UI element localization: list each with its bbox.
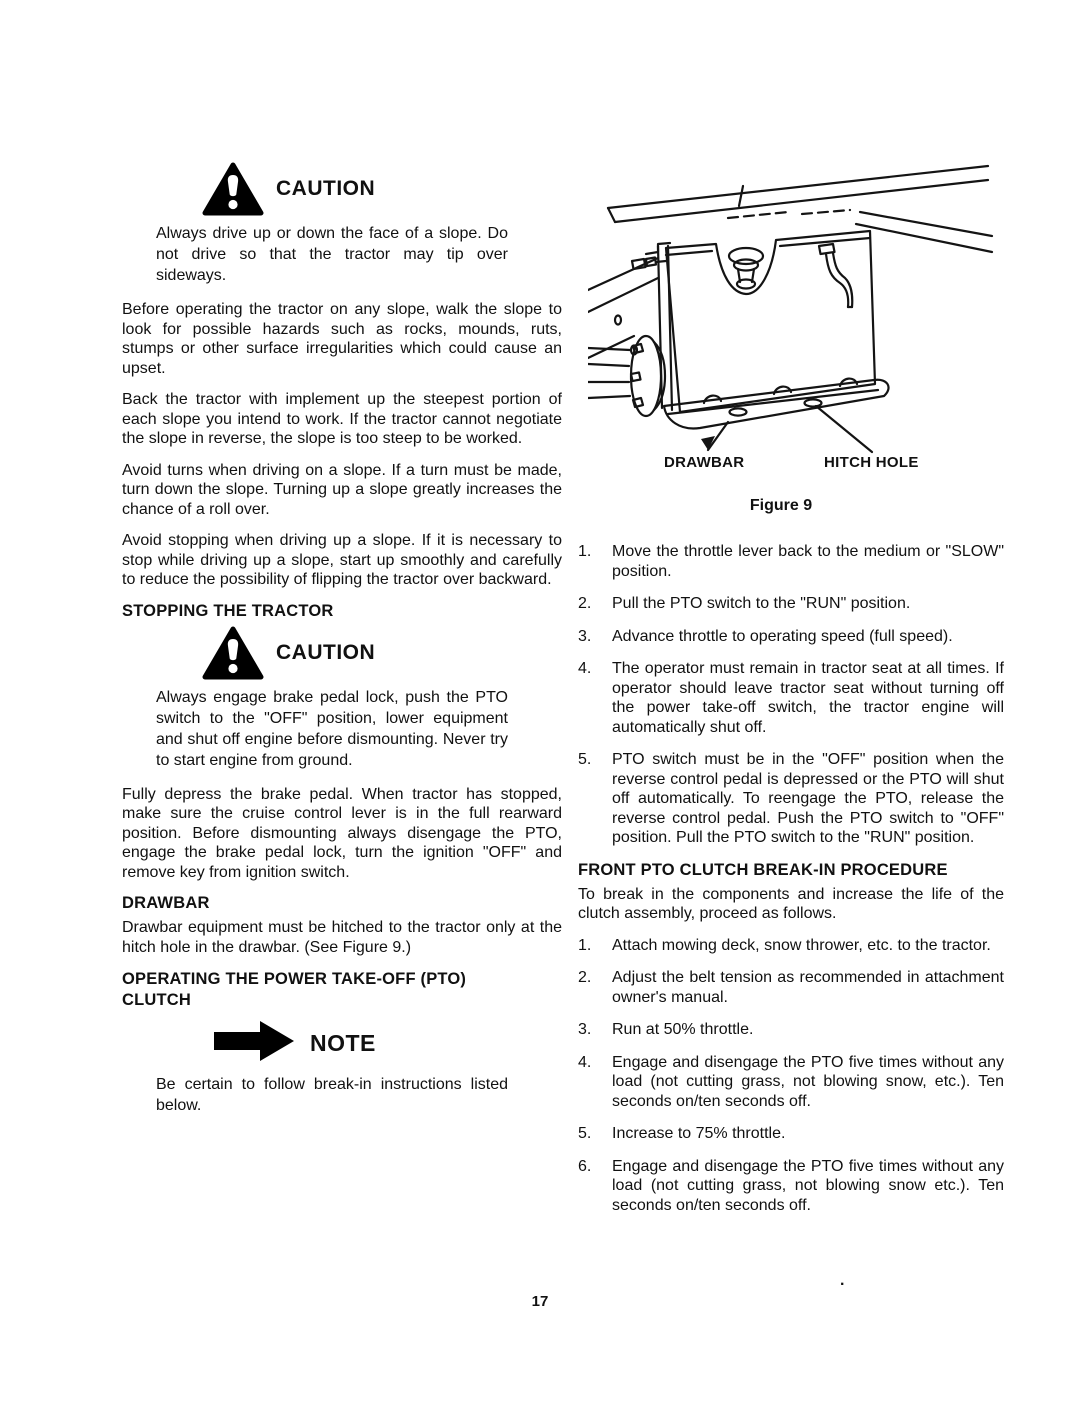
right-column: [578, 160, 1004, 1228]
caution-block-slope: [122, 162, 562, 286]
step-number: 1.: [578, 936, 592, 954]
warning-triangle-icon: [202, 626, 264, 680]
step-text: Engage and disengage the PTO five times without any load (not cutting grass, not blowing snow, etc.). Ten seconds on/ten seconds off.: [612, 1053, 1004, 1110]
paragraph-drawbar: Drawbar equipment must be hitched to the tractor only at the hitch hole in the drawbar. (See Figure 9.): [122, 919, 562, 956]
heading-operating-pto-clutch: OPERATING THE POWER TAKE-OFF (PTO) CLUTCH: [122, 970, 467, 1009]
step-item: [578, 968, 1004, 1007]
caution-block-stopping: [122, 626, 562, 771]
note-header: [214, 1021, 562, 1066]
paragraph-avoid-turns: Avoid turns when driving on a slope. If a turn must be made, turn down the slope. Turning up a slope greatly increases the chance of a roll over.: [122, 461, 562, 518]
step-number: 5.: [578, 1125, 592, 1142]
caution-title: CAUTION: [276, 640, 376, 664]
step-item: [578, 1157, 1004, 1216]
pto-operation-steps: [578, 542, 1004, 848]
breakin-steps: [578, 936, 1004, 1216]
step-item: [578, 750, 1004, 848]
step-item: [578, 627, 1004, 647]
paragraph-before-operating: Before operating the tractor on any slope, walk the slope to look for possible hazards such as rocks, mounds, ruts, stumps or other surface irregularities which could cause an upset.: [122, 301, 562, 377]
caution-body: Always drive up or down the face of a slope. Do not drive so that the tractor may tip over sideways.: [156, 225, 508, 284]
step-item: [578, 659, 1004, 737]
paragraph-avoid-stopping: Avoid stopping when driving up a slope. If it is necessary to stop while driving up a slope, start up smoothly and carefully to reduce the possibility of flipping the tractor over backward.: [122, 532, 562, 588]
note-block: [122, 1021, 562, 1116]
caution-title: CAUTION: [276, 177, 376, 200]
step-text: The operator must remain in tractor seat at all times. If operator should leave tractor seat without turning off the power take-off switch, the tractor engine will automatically shut off.: [612, 660, 1004, 736]
paragraph-breakin-intro: To break in the components and increase the life of the clutch assembly, proceed as follows.: [578, 885, 1004, 922]
left-column: [122, 162, 562, 1116]
heading-front-pto-breakin: FRONT PTO CLUTCH BREAK-IN PROCEDURE: [578, 860, 948, 879]
step-text: Run at 50% throttle.: [612, 1021, 754, 1038]
step-number: 1.: [578, 543, 592, 560]
step-text: Adjust the belt tension as recommended in attachment owner's manual.: [612, 969, 1004, 1006]
step-text: Pull the PTO switch to the "RUN" position.: [612, 595, 911, 612]
step-item: [578, 542, 1004, 581]
step-number: 2.: [578, 969, 592, 986]
step-item: [578, 936, 1004, 956]
step-number: 3.: [578, 1021, 592, 1038]
step-number: 4.: [578, 1053, 592, 1071]
step-text: Advance throttle to operating speed (full speed).: [612, 627, 953, 645]
page-number: 17: [531, 1293, 549, 1310]
step-text: Attach mowing deck, snow thrower, etc. to the tractor.: [612, 936, 991, 954]
paragraph-back-tractor: Back the tractor with implement up the steepest portion of each slope you intend to work. If the tractor cannot negotiate the slope in reverse, the slope is too steep to be worked.: [122, 391, 562, 447]
step-number: 6.: [578, 1157, 592, 1175]
step-number: 5.: [578, 751, 592, 768]
step-text: Move the throttle lever back to the medium or "SLOW" position.: [612, 543, 1004, 580]
figure-9: [578, 160, 1004, 542]
step-text: Engage and disengage the PTO five times without any load (not cutting grass, not blowing snow etc.). Ten seconds on/ten seconds off.: [612, 1157, 1004, 1214]
note-body: Be certain to follow break-in instructions listed below.: [156, 1076, 508, 1114]
step-item: [578, 594, 1004, 614]
figure-caption: Figure 9: [749, 497, 813, 514]
caution-header: [202, 626, 562, 680]
warning-triangle-icon: [202, 162, 264, 216]
step-number: 4.: [578, 660, 592, 677]
step-item: [578, 1020, 1004, 1040]
caution-header: [202, 162, 562, 216]
note-arrow-icon: [214, 1021, 294, 1066]
heading-drawbar: DRAWBAR: [122, 894, 210, 912]
hitch-hole-label: HITCH HOLE: [824, 454, 919, 471]
step-number: 2.: [578, 595, 592, 612]
paragraph-brake-pedal: Fully depress the brake pedal. When tractor has stopped, make sure the cruise control lever is in the full rearward position. Before dismounting always disengage the PTO, engage the brake pedal lock, turn the ignition "OFF" and remove key from ignition switch.: [122, 785, 562, 881]
step-item: [578, 1124, 1004, 1144]
caution-body: Always engage brake pedal lock, push the PTO switch to the "OFF" position, lower equipment and shut off engine before dismounting. Never try to start engine from ground.: [156, 688, 508, 769]
figure-9-diagram: [588, 160, 998, 460]
step-text: Increase to 75% throttle.: [612, 1125, 786, 1142]
step-number: 3.: [578, 627, 592, 645]
step-text: PTO switch must be in the "OFF" position when the reverse control pedal is depressed or the PTO will shut off automatically. To reengage the PTO, release the reverse control pedal. Push the PTO switch to "OFF" position. Pull the PTO switch to the "RUN" position.: [612, 751, 1004, 846]
note-title: NOTE: [310, 1030, 376, 1056]
drawbar-label: DRAWBAR: [664, 454, 745, 471]
step-item: [578, 1053, 1004, 1112]
stray-mark: .: [840, 1272, 845, 1289]
heading-stopping-the-tractor: STOPPING THE TRACTOR: [122, 601, 334, 620]
